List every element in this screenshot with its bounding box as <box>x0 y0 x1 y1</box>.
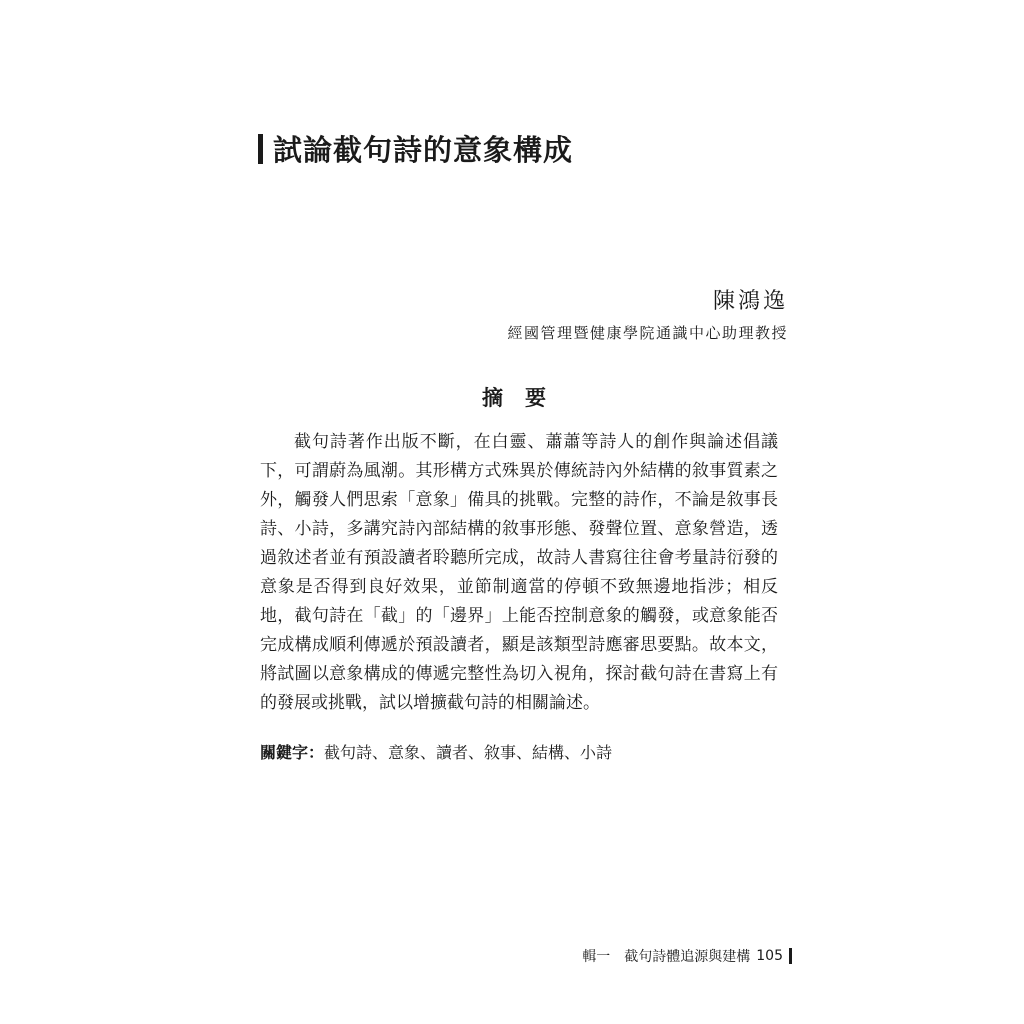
keywords-label: 關鍵字： <box>260 743 325 762</box>
footer-marker-bar <box>789 948 792 964</box>
footer-section: 截句詩體追源與建構 <box>624 949 751 965</box>
title-text: 試論截句詩的意象構成 <box>273 133 574 167</box>
abstract-body: 截句詩著作出版不斷，在白靈、蕭蕭等詩人的創作與論述倡議下，可謂蔚為風潮。其形構方式殊異於傳統詩內外結構的敘事質素之外，觸發人們思索「意象」備具的挑戰。完整的詩作，不論是敘事長詩、小詩，多講究詩內部結構的敘事形態、發聲位置、意象營造，透過敘述者並有預設讀者聆聽所完成，故詩人書寫往往會考量詩衍發的意象是否得到良好效果，並節制適當的停頓不致無邊地指涉；相反地，截句詩在「截」的「邊界」上能否控制意象的觸發，或意象能否完成構成順利傳遞於預設讀者，顯是該類型詩應審思要點。故本文，將試圖以意象構成的傳遞完整性為切入視角，探討截句詩在書寫上有的發展或挑戰，試以增擴截句詩的相關論述。 <box>260 432 778 713</box>
footer-chapter: 輯一 <box>582 949 611 965</box>
author-affiliation: 經國管理暨健康學院通識中心助理教授 <box>507 324 788 342</box>
page-number: 105 <box>756 948 783 964</box>
title-marker-bar <box>258 134 263 164</box>
keywords-value: 截句詩、意象、讀者、敘事、結構、小詩 <box>324 743 613 762</box>
author-name: 陳鴻逸 <box>712 289 788 314</box>
abstract-heading: 摘要 <box>482 385 568 410</box>
keywords <box>260 740 612 763</box>
page-footer <box>582 946 792 966</box>
article-title <box>258 128 573 169</box>
